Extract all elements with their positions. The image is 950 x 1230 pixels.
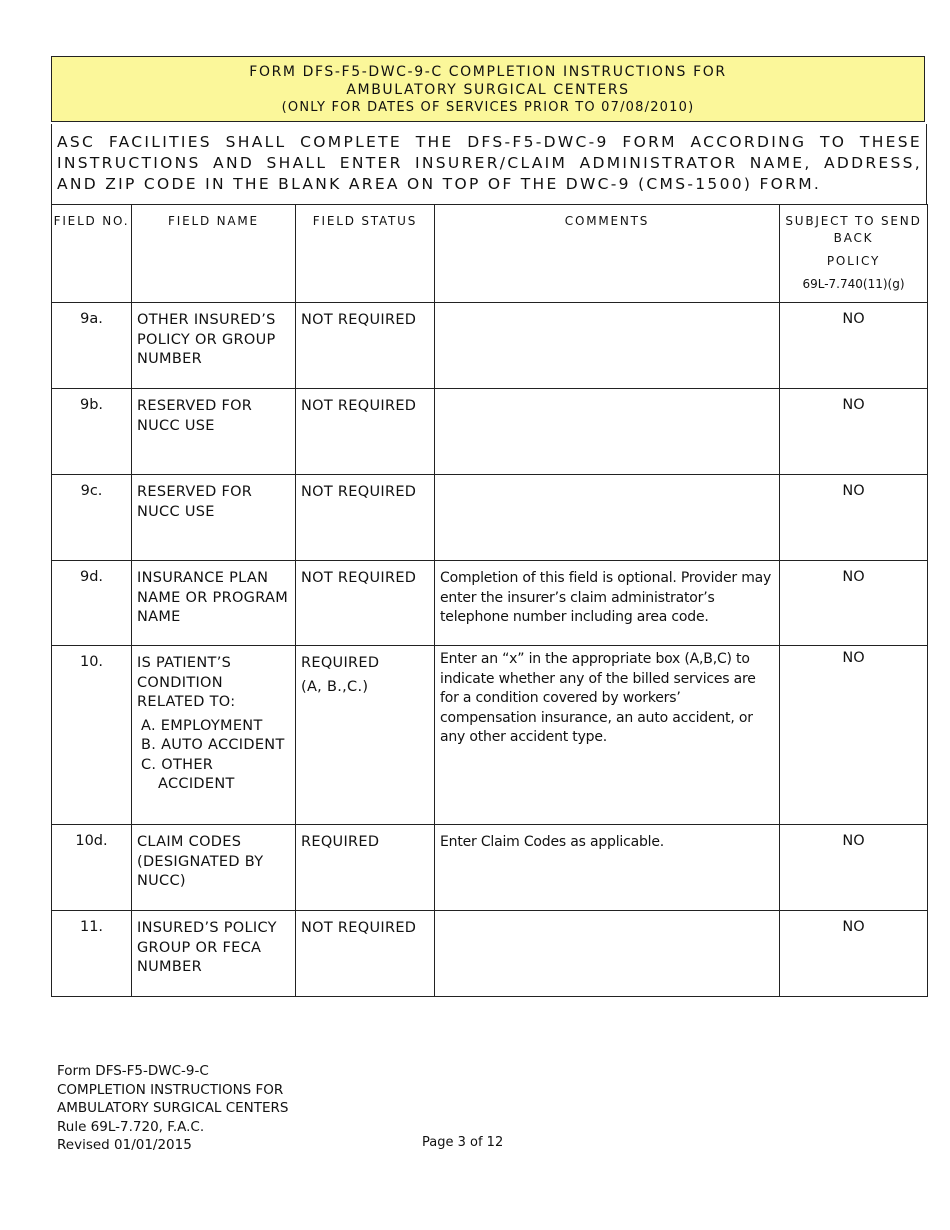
- instructions-table: [51, 204, 928, 997]
- field-name: RESERVED FOR NUCC USE: [132, 389, 296, 475]
- field-comment: Enter Claim Codes as applicable.: [435, 825, 780, 911]
- footer-revised: Revised 01/01/2015: [57, 1137, 192, 1153]
- send-back-value: NO: [780, 911, 928, 997]
- table-row: [52, 561, 928, 646]
- field-comment: [435, 389, 780, 475]
- footer-rule: Rule 69L-7.720, F.A.C.: [57, 1118, 205, 1135]
- table-row: [52, 475, 928, 561]
- list-item: B. AUTO ACCIDENT: [141, 737, 285, 753]
- instructions-intro: ASC FACILITIES SHALL COMPLETE THE DFS-F5-DWC-9 FORM ACCORDING TO THESE INSTRUCTIONS AND SHALL ENTER INSURER/CLAIM ADMINISTRATOR NAME, ADDRESS, AND ZIP CODE IN THE BLANK AREA ON TOP OF THE DWC-9 (CMS-1500) FORM.: [51, 124, 927, 204]
- form-footer: [57, 1062, 289, 1155]
- send-back-value: NO: [780, 475, 928, 561]
- field-no: 9d.: [52, 561, 132, 646]
- page-number: Page 3 of 12: [422, 1135, 504, 1150]
- field-status-cell: [296, 646, 435, 825]
- field-status: REQUIRED: [296, 825, 435, 911]
- col-header-comments: COMMENTS: [435, 205, 780, 303]
- field-no: 11.: [52, 911, 132, 997]
- table-row: [52, 303, 928, 389]
- table-row: [52, 389, 928, 475]
- field-status-detail: (A, B.,C.): [301, 678, 369, 695]
- col-header-field-no: FIELD NO.: [52, 205, 132, 303]
- list-item: C. OTHER ACCIDENT: [141, 756, 235, 792]
- field-comment: Completion of this field is optional. Provider may enter the insurer’s claim administrator’s telephone number including area code.: [435, 561, 780, 646]
- field-comment: Enter an “x” in the appropriate box (A,B,C) to indicate whether any of the billed services are for a condition covered by workers’ compensation insurance, an auto accident, or any other accident type.: [435, 646, 780, 825]
- condition-sub-list: [137, 717, 291, 795]
- col-header-send-back: [780, 205, 928, 303]
- send-back-value: NO: [780, 561, 928, 646]
- footer-line-2: COMPLETION INSTRUCTIONS FOR: [57, 1081, 284, 1098]
- form-title-line-1: FORM DFS-F5-DWC-9-C COMPLETION INSTRUCTIONS FOR: [249, 64, 727, 80]
- table-row: [52, 825, 928, 911]
- send-back-value: NO: [780, 303, 928, 389]
- footer-line-3: AMBULATORY SURGICAL CENTERS: [57, 1100, 289, 1116]
- field-status: NOT REQUIRED: [296, 561, 435, 646]
- table-header-row: [52, 205, 928, 303]
- field-name: INSURED’S POLICY GROUP OR FECA NUMBER: [132, 911, 296, 997]
- field-status: NOT REQUIRED: [296, 911, 435, 997]
- col-header-field-status: FIELD STATUS: [296, 205, 435, 303]
- field-status: REQUIRED: [301, 655, 380, 671]
- field-no: 10.: [52, 646, 132, 825]
- field-status: NOT REQUIRED: [296, 389, 435, 475]
- field-status: NOT REQUIRED: [296, 303, 435, 389]
- field-comment: [435, 475, 780, 561]
- field-no: 9a.: [52, 303, 132, 389]
- field-name-cell: [132, 646, 296, 825]
- field-name: CLAIM CODES (DESIGNATED BY NUCC): [132, 825, 296, 911]
- send-back-rule: 69L-7.740(11)(g): [802, 277, 905, 291]
- field-comment: [435, 303, 780, 389]
- form-title-box: [51, 56, 925, 122]
- field-no: 10d.: [52, 825, 132, 911]
- table-row: [52, 911, 928, 997]
- list-item: A. EMPLOYMENT: [141, 717, 263, 734]
- field-name: OTHER INSURED’S POLICY OR GROUP NUMBER: [132, 303, 296, 389]
- field-name: INSURANCE PLAN NAME OR PROGRAM NAME: [132, 561, 296, 646]
- send-back-value: NO: [780, 825, 928, 911]
- send-back-value: NO: [780, 389, 928, 475]
- form-title-line-2: AMBULATORY SURGICAL CENTERS: [346, 82, 630, 98]
- field-status: NOT REQUIRED: [296, 475, 435, 561]
- send-back-policy: POLICY: [826, 254, 881, 268]
- field-name: IS PATIENT’S CONDITION RELATED TO:: [137, 655, 236, 710]
- field-comment: [435, 911, 780, 997]
- table-row: [52, 646, 928, 825]
- field-name: RESERVED FOR NUCC USE: [132, 475, 296, 561]
- send-back-label: SUBJECT TO SEND BACK: [785, 214, 922, 245]
- field-no: 9c.: [52, 475, 132, 561]
- col-header-field-name: FIELD NAME: [132, 205, 296, 303]
- footer-form-id: Form DFS-F5-DWC-9-C: [57, 1063, 209, 1079]
- field-no: 9b.: [52, 389, 132, 475]
- form-title-line-3: (ONLY FOR DATES OF SERVICES PRIOR TO 07/08/2010): [281, 100, 695, 115]
- send-back-value: NO: [780, 646, 928, 825]
